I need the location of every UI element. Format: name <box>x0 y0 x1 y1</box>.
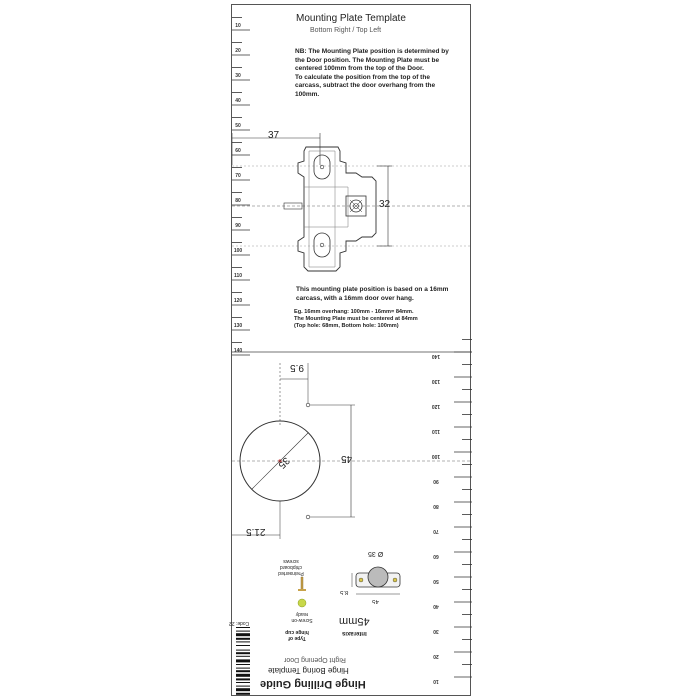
ruler-label: 30 <box>433 628 439 634</box>
example-line: The Mounting Plate must be centered at 84mm <box>294 316 418 322</box>
small-dim-w-label: 45 <box>372 598 379 604</box>
barcode-bar <box>236 641 250 642</box>
barcode-bar <box>236 674 250 677</box>
preinserted-screw-icon <box>301 577 303 591</box>
ruler-label: 110 <box>233 273 243 279</box>
barcode-bar <box>236 652 250 654</box>
mounting-plate-outline <box>298 147 376 271</box>
hinge-guide-subtitle2: Right Opening Door <box>284 656 346 663</box>
ruler-label: 70 <box>235 173 241 179</box>
barcode-bar <box>236 664 250 665</box>
mounting-plate-title: Mounting Plate Template <box>296 13 406 24</box>
barcode-bar <box>236 682 250 683</box>
barcode-bar <box>236 693 250 695</box>
barcode-bar <box>236 645 250 646</box>
barcode-bar <box>236 650 250 651</box>
ruler-label: 30 <box>235 73 241 79</box>
ruler-label: 40 <box>433 603 439 609</box>
hinge-guide-title: Hinge Drilling Guide <box>260 678 366 690</box>
dim-width-label: 37 <box>268 130 280 141</box>
ruler-label: 50 <box>433 578 439 584</box>
barcode-bar <box>236 688 250 691</box>
mounting-plate-subtitle: Bottom Right / Top Left <box>310 27 382 34</box>
template-drawing <box>232 5 472 697</box>
ruler-label: 70 <box>433 528 439 534</box>
barcode-bar <box>236 670 250 672</box>
note-line: 100mm. <box>295 90 320 98</box>
bottom-ruler <box>454 340 472 678</box>
barcode-bar <box>236 668 250 669</box>
cup-diameter-label: Ø 35 <box>368 550 384 557</box>
interaxis-label: Interaxis <box>342 630 367 636</box>
dim-cup-label: 35 <box>275 454 292 471</box>
fix-screw-on-label: Screw-on ready <box>291 611 313 623</box>
code-label: Code: 22 <box>229 620 250 626</box>
ruler-label: 120 <box>431 403 441 409</box>
ruler-label: 40 <box>235 98 241 104</box>
ruler-label: 120 <box>233 298 243 304</box>
screw-hole-bottom <box>306 515 310 519</box>
barcode-bar <box>236 659 250 662</box>
barcode-bar <box>236 638 250 640</box>
note-line: the Door position. The Mounting Plate must be <box>295 56 440 64</box>
barcode <box>236 627 250 695</box>
hinge-guide-subtitle1: Hinge Boring Template <box>268 666 349 675</box>
example-line: (Top hole: 68mm, Bottom hole: 100mm) <box>294 323 399 329</box>
dim-top-offset-label: 9.5 <box>290 362 304 373</box>
barcode-bar <box>236 686 250 687</box>
small-dim-h-label: 8.5 <box>340 589 349 595</box>
screw-on-icon <box>298 599 306 607</box>
fix-type-title: Type of hinge cup <box>285 629 309 641</box>
fix-preinserted-label: Preinserted chipboard screws <box>278 558 304 576</box>
screw-hole-top <box>306 403 310 407</box>
dim-spacing-label: 45 <box>341 453 353 464</box>
ruler-label: 100 <box>431 453 441 459</box>
ruler-label: 140 <box>233 348 243 354</box>
note-line: carcass, subtract the door overhang from the <box>295 82 436 89</box>
ruler-label: 110 <box>431 428 441 434</box>
ruler-label: 130 <box>233 323 243 329</box>
ruler-label: 60 <box>235 148 241 154</box>
dim-edge-label: 21.5 <box>246 526 266 537</box>
note-line: To calculate the position from the top of the <box>295 73 430 81</box>
barcode-bar <box>236 656 250 657</box>
carcass-line: carcass, with a 16mm door over hang. <box>296 294 414 302</box>
note-line: centered 100mm from the top of the Door. <box>295 65 424 72</box>
template-sheet <box>231 4 471 696</box>
ruler-label: 130 <box>431 378 441 384</box>
ruler-label: 80 <box>433 503 439 509</box>
ruler-label: 10 <box>235 23 241 29</box>
dim-height-label: 32 <box>379 199 391 210</box>
barcode-bar <box>236 631 250 632</box>
ruler-label: 100 <box>233 248 243 254</box>
ruler-label: 90 <box>235 223 241 229</box>
barcode-bar <box>236 627 250 628</box>
ruler-label: 50 <box>235 123 241 129</box>
ruler-label: 90 <box>433 478 439 484</box>
barcode-bar <box>236 633 250 636</box>
ruler-label: 20 <box>235 48 241 54</box>
carcass-line: This mounting plate position is based on a 16mm <box>296 286 449 293</box>
barcode-bar <box>236 678 250 680</box>
ruler-label: 10 <box>433 678 439 684</box>
ruler-label: 80 <box>235 198 241 204</box>
top-ruler <box>232 18 250 356</box>
ruler-label: 140 <box>431 353 441 359</box>
example-line: Eg. 16mm overhang: 100mm - 16mm= 84mm. <box>294 309 414 315</box>
ruler-label: 60 <box>433 553 439 559</box>
interaxis-value: 45mm <box>339 615 370 627</box>
note-line: NB: The Mounting Plate position is determined by <box>295 48 449 55</box>
ruler-label: 20 <box>433 653 439 659</box>
hinge-cup-pictogram <box>352 567 400 594</box>
